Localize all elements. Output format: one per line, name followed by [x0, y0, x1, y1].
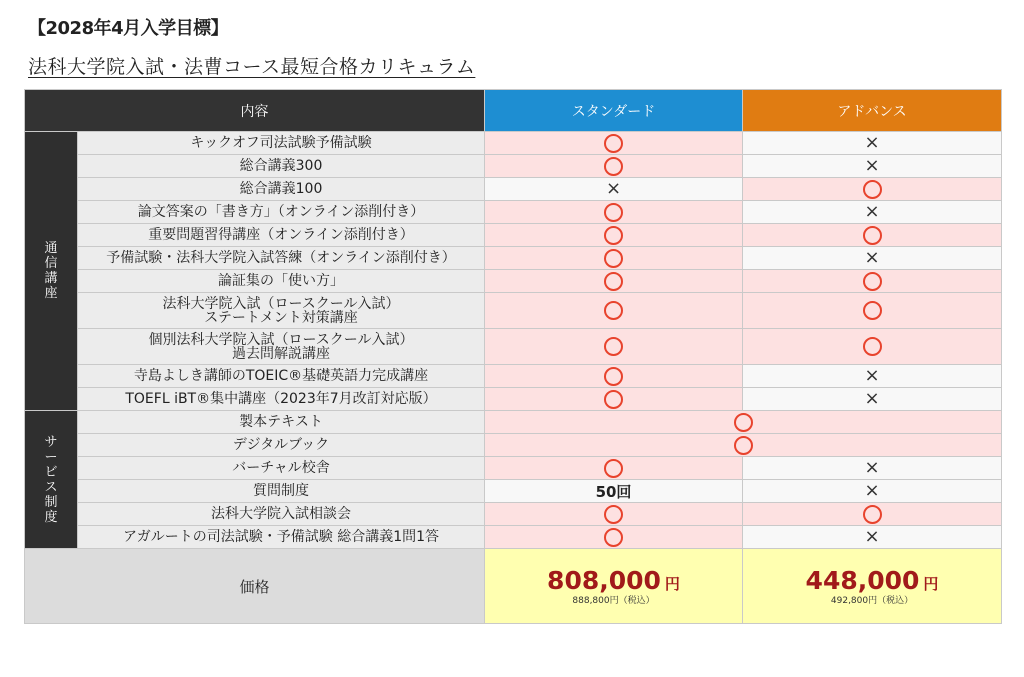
standard-cell [485, 224, 743, 247]
row-label: TOEFL iBT®集中講座（2023年7月改訂対応版） [78, 388, 485, 411]
price-row [25, 549, 1002, 624]
standard-cell [485, 503, 743, 526]
standard-cell [485, 329, 743, 365]
standard-cell [485, 365, 743, 388]
cross-mark-icon: × [864, 132, 880, 153]
row-label: 法科大学院入試（ロースクール入試） ステートメント対策講座 [78, 293, 485, 329]
standard-cell [485, 132, 743, 155]
price-label: 価格 [25, 549, 485, 624]
circle-mark-icon [604, 390, 623, 409]
row-label: バーチャル校舎 [78, 457, 485, 480]
table-row [25, 480, 1002, 503]
standard-cell [485, 270, 743, 293]
standard-cell [485, 457, 743, 480]
standard-cell [485, 388, 743, 411]
question-count: 50回 [595, 482, 632, 501]
advance-cell [743, 224, 1002, 247]
row-label: 総合講義300 [78, 155, 485, 178]
circle-mark-icon [734, 413, 753, 432]
row-label: 重要問題習得講座（オンライン添削付き） [78, 224, 485, 247]
table-row [25, 132, 1002, 155]
yen-unit: 円 [923, 575, 939, 593]
standard-cell [485, 155, 743, 178]
advance-cell [743, 503, 1002, 526]
advance-cell [743, 201, 1002, 224]
circle-mark-icon [863, 226, 882, 245]
circle-mark-icon [604, 249, 623, 268]
circle-mark-icon [604, 459, 623, 478]
standard-cell [485, 293, 743, 329]
table-row [25, 178, 1002, 201]
cross-mark-icon: × [864, 155, 880, 176]
table-row [25, 201, 1002, 224]
row-label: 予備試験・法科大学院入試答練（オンライン添削付き） [78, 247, 485, 270]
price-advance: 448,000 [805, 566, 920, 595]
advance-cell [743, 247, 1002, 270]
standard-cell [485, 201, 743, 224]
row-label: デジタルブック [78, 434, 485, 457]
circle-mark-icon [863, 337, 882, 356]
table-row [25, 503, 1002, 526]
page-subtitle: 法科大学院入試・法曹コース最短合格カリキュラム [28, 56, 476, 78]
price-standard: 808,000 [547, 566, 661, 595]
cross-mark-icon: × [864, 365, 880, 386]
cross-mark-icon: × [605, 178, 622, 199]
circle-mark-icon [604, 528, 623, 547]
table-row [25, 434, 1002, 457]
circle-mark-icon [604, 301, 623, 320]
row-label: 総合講義100 [78, 178, 485, 201]
page-heading: 【2028年4月入学目標】 [28, 18, 229, 39]
table-row [25, 329, 1002, 365]
advance-cell [743, 132, 1002, 155]
table-row [25, 293, 1002, 329]
table-row [25, 270, 1002, 293]
advance-cell [743, 270, 1002, 293]
row-label: 法科大学院入試相談会 [78, 503, 485, 526]
standard-cell [485, 178, 743, 201]
circle-mark-icon [604, 505, 623, 524]
circle-mark-icon [604, 226, 623, 245]
row-label: アガルートの司法試験・予備試験 総合講義1問1答 [78, 526, 485, 549]
row-label: 個別法科大学院入試（ロースクール入試） 過去問解説講座 [78, 329, 485, 365]
category-service: サービス制度 [25, 411, 78, 549]
circle-mark-icon [734, 436, 753, 455]
cross-mark-icon: × [864, 526, 880, 547]
circle-mark-icon [863, 180, 882, 199]
header-standard: スタンダード [485, 90, 743, 132]
circle-mark-icon [604, 203, 623, 222]
circle-mark-icon [604, 337, 623, 356]
advance-cell [743, 457, 1002, 480]
advance-cell [743, 526, 1002, 549]
circle-mark-icon [863, 301, 882, 320]
advance-cell [743, 178, 1002, 201]
table-row [25, 247, 1002, 270]
header-advance: アドバンス [743, 90, 1002, 132]
circle-mark-icon [863, 272, 882, 291]
circle-mark-icon [604, 157, 623, 176]
cross-mark-icon: × [864, 457, 880, 478]
table-row [25, 411, 1002, 434]
row-label: 論文答案の「書き方」（オンライン添削付き） [78, 201, 485, 224]
circle-mark-icon [604, 367, 623, 386]
yen-unit: 円 [664, 575, 680, 593]
row-label: キックオフ司法試験予備試験 [78, 132, 485, 155]
cross-mark-icon: × [864, 201, 880, 222]
circle-mark-icon [604, 272, 623, 291]
table-row [25, 365, 1002, 388]
table-row [25, 155, 1002, 178]
curriculum-table [24, 89, 1002, 624]
price-standard-tax: 888,800円（税込） [572, 596, 655, 606]
row-label: 質問制度 [78, 480, 485, 503]
price-advance-cell [743, 549, 1002, 624]
header-content: 内容 [25, 90, 485, 132]
standard-cell [485, 526, 743, 549]
advance-cell [743, 329, 1002, 365]
row-label: 論証集の「使い方」 [78, 270, 485, 293]
row-label: 寺島よしき講師のTOEIC®基礎英語力完成講座 [78, 365, 485, 388]
advance-cell [743, 388, 1002, 411]
table-row [25, 388, 1002, 411]
both-plans-cell [485, 434, 1002, 457]
category-correspondence: 通信講座 [25, 132, 78, 411]
circle-mark-icon [604, 134, 623, 153]
standard-cell [485, 480, 743, 503]
cross-mark-icon: × [864, 388, 880, 409]
cross-mark-icon: × [864, 247, 880, 268]
table-row [25, 224, 1002, 247]
both-plans-cell [485, 411, 1002, 434]
circle-mark-icon [863, 505, 882, 524]
standard-cell [485, 247, 743, 270]
advance-cell [743, 155, 1002, 178]
price-advance-tax: 492,800円（税込） [830, 596, 914, 606]
table-row [25, 457, 1002, 480]
row-label: 製本テキスト [78, 411, 485, 434]
table-row [25, 526, 1002, 549]
price-standard-cell [485, 549, 743, 624]
advance-cell [743, 293, 1002, 329]
advance-cell [743, 480, 1002, 503]
advance-cell [743, 365, 1002, 388]
cross-mark-icon: × [864, 480, 880, 501]
